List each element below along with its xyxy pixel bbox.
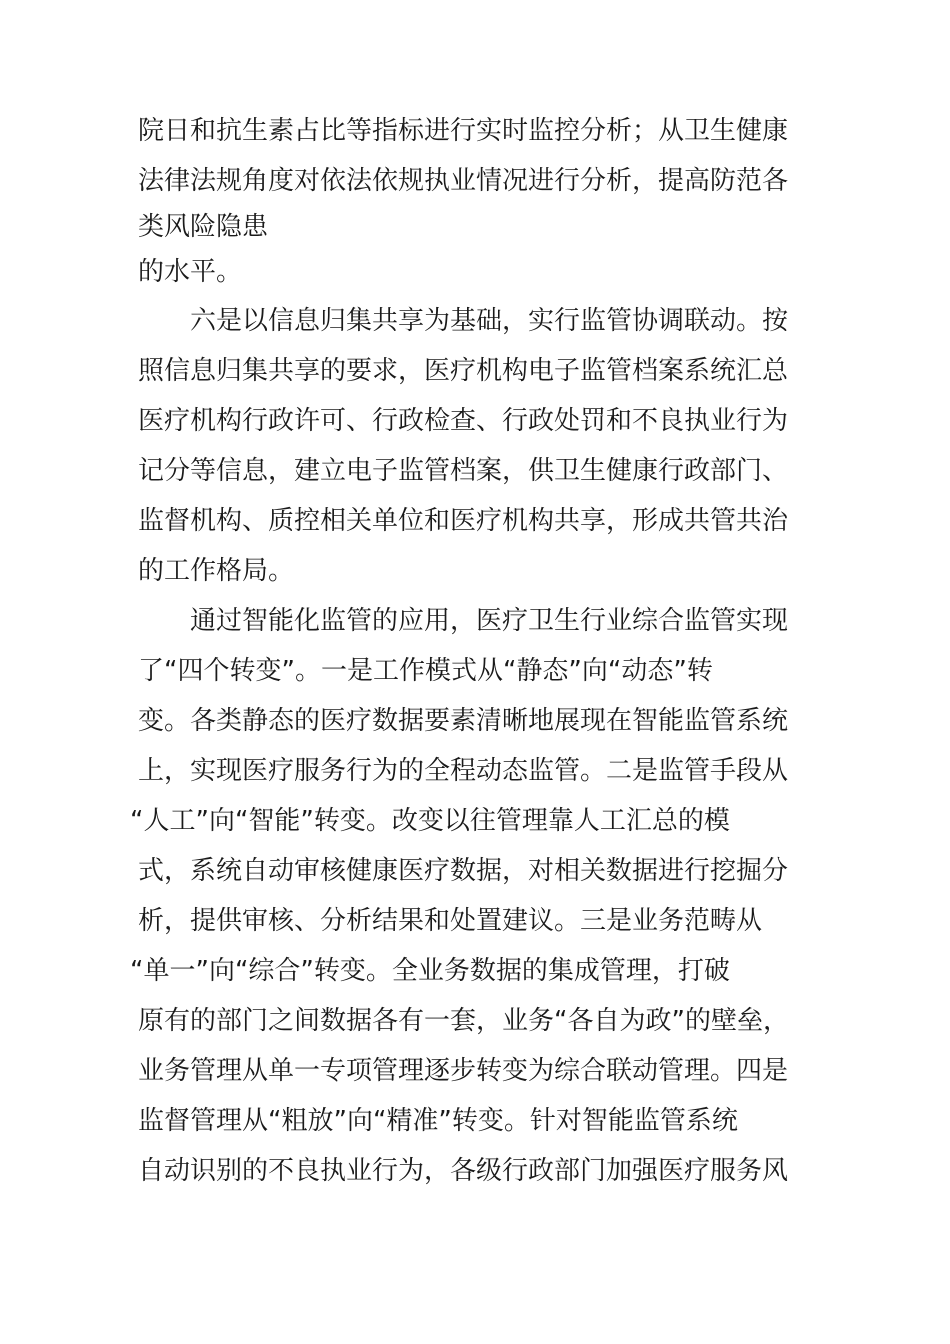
text-line: 变。各类静态的医疗数据要素清晰地展现在智能监管系统 bbox=[138, 706, 789, 736]
text-line: 原有的部门之间数据各有一套，业务“各自为政”的壁垒， bbox=[138, 1006, 789, 1036]
text-line: 记分等信息，建立电子监管档案，供卫生健康行政部门、 bbox=[138, 456, 789, 486]
text-line: 监督管理从“粗放”向“精准”转变。针对智能监管系统 bbox=[138, 1106, 738, 1136]
text-line: 自动识别的不良执业行为，各级行政部门加强医疗服务风 bbox=[138, 1156, 789, 1186]
text-line: 类风险隐患 bbox=[138, 212, 269, 242]
text-line: 析，提供审核、分析结果和处置建议。三是业务范畴从 bbox=[138, 906, 763, 936]
paragraph-1 bbox=[138, 106, 838, 296]
text-line: 通过智能化监管的应用，医疗卫生行业综合监管实现 bbox=[190, 606, 789, 636]
paragraph-2 bbox=[138, 296, 838, 596]
text-line: 医疗机构行政许可、行政检查、行政处罚和不良执业行为 bbox=[138, 406, 789, 436]
text-line: “人工”向“智能”转变。改变以往管理靠人工汇总的模 bbox=[130, 806, 730, 836]
text-line: 上，实现医疗服务行为的全程动态监管。二是监管手段从 bbox=[138, 756, 789, 786]
document-body bbox=[130, 106, 838, 1196]
text-line: 业务管理从单一专项管理逐步转变为综合联动管理。四是 bbox=[138, 1056, 789, 1086]
text-line: 了“四个转变”。一是工作模式从“静态”向“动态”转 bbox=[138, 656, 713, 686]
text-line: 监督机构、质控相关单位和医疗机构共享，形成共管共治 bbox=[138, 506, 789, 536]
text-line: 法律法规角度对依法依规执业情况进行分析，提高防范各 bbox=[138, 166, 789, 196]
text-line: 式，系统自动审核健康医疗数据，对相关数据进行挖掘分 bbox=[138, 856, 789, 886]
paragraph-3 bbox=[130, 596, 838, 1196]
text-line: 院日和抗生素占比等指标进行实时监控分析；从卫生健康 bbox=[138, 116, 789, 146]
text-line: 的水平。 bbox=[138, 257, 243, 287]
text-line: 六是以信息归集共享为基础，实行监管协调联动。按 bbox=[190, 306, 789, 336]
text-line: “单一”向“综合”转变。全业务数据的集成管理，打破 bbox=[130, 956, 730, 986]
text-line: 的工作格局。 bbox=[138, 556, 295, 586]
text-line: 照信息归集共享的要求，医疗机构电子监管档案系统汇总 bbox=[138, 356, 789, 386]
